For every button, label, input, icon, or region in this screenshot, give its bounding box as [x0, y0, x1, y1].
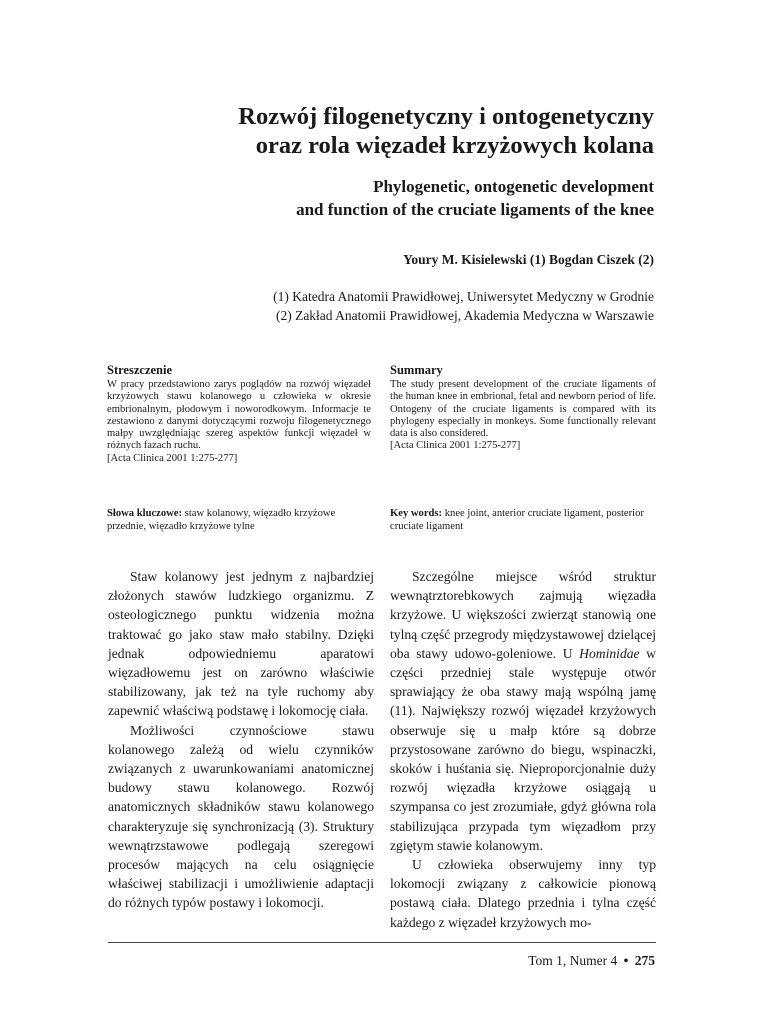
affiliation-2: (2) Zakład Anatomii Prawidłowej, Akademia Medyczna w Warszawie: [275, 308, 654, 323]
affiliation-1: (1) Katedra Anatomii Prawidłowej, Uniwersytet Medyczny w Grodnie: [273, 289, 654, 304]
body-paragraph: [390, 567, 656, 855]
abstract-pl-citation: [Acta Clinica 2001 1:275-277]: [107, 452, 238, 464]
title-pl-line-2: oraz rola więzadeł krzyżowych kolana: [255, 132, 654, 159]
article-title-english: [296, 175, 654, 221]
footer-bullet: •: [623, 953, 629, 968]
affiliations: [273, 287, 654, 325]
page-footer: [528, 953, 655, 969]
title-pl-line-1: Rozwój filogenetyczny i ontogenetyczny: [238, 103, 654, 130]
keywords-polish: [107, 508, 373, 533]
abstract-polish: [107, 363, 371, 465]
body-text: w części przedniej stale występuje otwór sprawiający że oba stawy mają wspólną jamę (11). Największy rozwój więzadeł krzyżowych obserwuje się u małp które są dobrze przystosowane zarówno do biegu, wspinaczki, skoków i huśtania się. Nieproporcjonalnie duży rozwój więzadła krzyżowe osiągają u szympansa co jest zrozumiałe, gdyż główna rola stabilizująca przypada tym więzadłom przy zgiętym stawie kolanowym.: [390, 645, 657, 853]
body-paragraph: Staw kolanowy jest jednym z najbardziej złożonych stawów ludzkiego organizmu. Z osteologicznego punktu widzenia można traktować go jako staw mało stabilny. Dzięki jednak odpowiedniemu aparatowi więzadłowemu jest on zarówno właściwie stabilizowany, jak też na tyle ruchomy aby zapewnić właściwą podstawę i lokomocję ciała.: [108, 569, 374, 719]
abstract-en-citation: [Acta Clinica 2001 1:275-277]: [390, 440, 521, 452]
abstract-en-heading: Summary: [390, 363, 443, 377]
journal-volume: Tom 1, Numer 4: [528, 953, 618, 968]
title-en-line-1: Phylogenetic, ontogenetic development: [373, 177, 654, 196]
body-text: Szczególne miejsce wśród struktur wewnątrztorebkowych zajmują więzadła krzyżowe. U większości zwierząt stanowią one tylną część przegrody międzystawowej dzielącej oba stawy udowo-goleniowe. U: [390, 569, 656, 661]
abstract-en-text: The study present development of the cruciate ligaments of the human knee in embrional, fetal and newborn period of life. Ontogeny of the cruciate ligaments is compared with its phylogeny especially in monkeys. Some functionally relevant data is also considered.: [390, 379, 656, 440]
keywords-en-label: Key words:: [390, 508, 443, 519]
authors: Youry M. Kisielewski (1) Bogdan Ciszek (2): [403, 252, 654, 267]
abstract-pl-text: W pracy przedstawiono zarys poglądów na rozwój więzadeł krzyżowych stawu kolanowego u człowieka w okresie embrionalnym, płodowym i noworodkowym. Informacje te zestawiono z danymi dotyczącymi rozwoju filogenetycznego małpy uwzględniając szereg aspektów funkcji więzadeł w różnych fazach ruchu.: [107, 379, 371, 452]
body-paragraph: U człowieka obserwujemy inny typ lokomocji związany z całkowicie pionową postawą ciała. Dlatego przednia i tylna część każdego z więzadeł krzyżowych mo-: [390, 857, 656, 930]
abstract-pl-heading: Streszczenie: [107, 363, 173, 377]
body-column-right: [390, 567, 656, 932]
keywords-pl-label: Słowa kluczowe:: [107, 508, 183, 519]
keywords-english: [390, 508, 656, 533]
page-number: 275: [634, 953, 655, 968]
footer-rule: [108, 942, 656, 943]
keywords-pl-text: staw kolanowy, więzadło krzyżowe przednie, więzadło krzyżowe tylne: [107, 508, 336, 532]
keywords-en-text: knee joint, anterior cruciate ligament, posterior cruciate ligament: [390, 508, 644, 532]
body-paragraph: Możliwości czynnościowe stawu kolanowego zależą od wielu czynników związanych z uwarunkowaniami anatomicznej budowy stawu kolanowego. Rozwój anatomicznych składników stawu kolanowego charakteryzuje się synchronizacją (3). Struktury wewnątrzstawowe podlegają szeregowi procesów mających na celu osiągnięcie właściwej stabilizacji i umożliwienie adaptacji do różnych typów postawy i lokomocji.: [108, 722, 374, 911]
title-en-line-2: and function of the cruciate ligaments of the knee: [296, 200, 654, 219]
body-column-left: [108, 567, 374, 913]
abstract-english: [390, 363, 656, 453]
article-title-polish: [238, 102, 654, 160]
taxon-name: Hominidae: [579, 645, 640, 661]
